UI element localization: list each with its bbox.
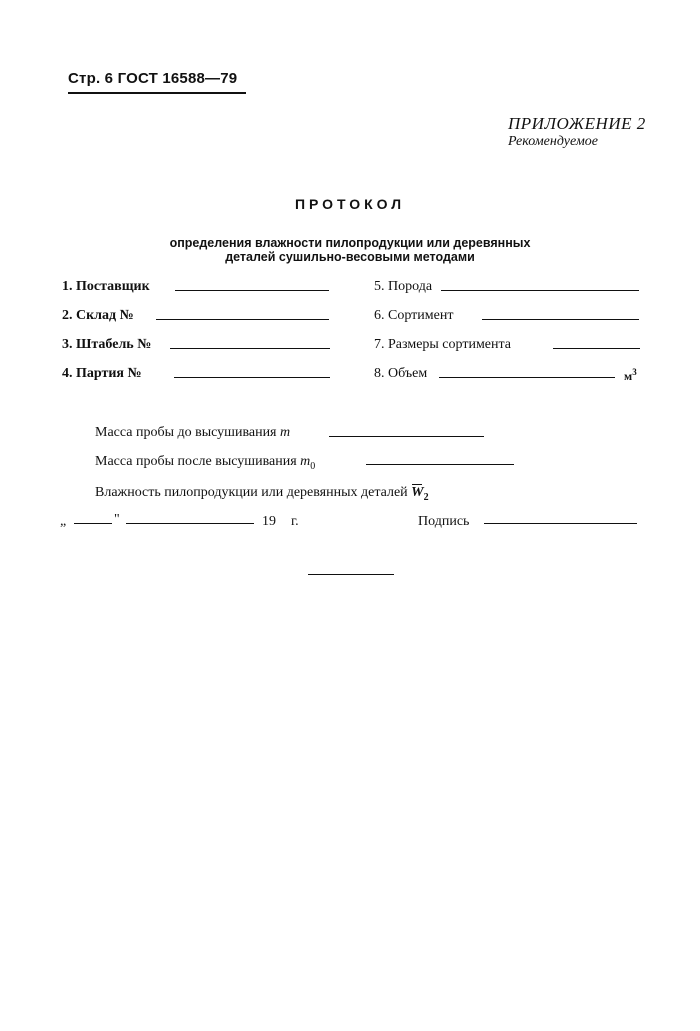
document-code: Стр. 6 ГОСТ 16588—79 (68, 70, 238, 87)
protocol-subtitle-line-2: деталей сушильно-весовыми методами (225, 250, 475, 264)
protocol-subtitle (0, 236, 700, 264)
moisture-subscript: 2 (423, 491, 429, 503)
warehouse-input-line[interactable] (156, 319, 329, 320)
mass-before-row (95, 423, 290, 443)
field-supplier (62, 277, 150, 297)
field-assortment (374, 306, 453, 326)
field-label: Размеры сортимента (388, 337, 512, 352)
field-number: 4. (62, 366, 73, 381)
date-year (262, 512, 299, 532)
volume-unit (624, 367, 637, 384)
field-label: Штабель № (76, 337, 152, 352)
mass-after-subscript: 0 (310, 460, 316, 472)
field-volume (374, 364, 427, 384)
volume-unit-base: м (624, 369, 633, 383)
field-number: 5. (374, 279, 385, 294)
header-underline (68, 92, 246, 94)
field-number: 3. (62, 337, 73, 352)
volume-input-line[interactable] (439, 377, 615, 378)
mass-after-symbol: m (300, 454, 311, 469)
mass-before-symbol: m (280, 425, 291, 440)
species-input-line[interactable] (441, 290, 639, 291)
field-number: 7. (374, 337, 385, 352)
field-label: Порода (388, 279, 433, 294)
date-day-input-line[interactable] (74, 523, 112, 524)
field-label: Объем (388, 366, 428, 381)
mass-before-label: Масса пробы до высушивания (95, 425, 277, 440)
batch-input-line[interactable] (174, 377, 330, 378)
field-label: Поставщик (76, 279, 150, 294)
mass-before-input-line[interactable] (329, 436, 484, 437)
volume-unit-power: 3 (632, 367, 637, 377)
field-number: 6. (374, 308, 385, 323)
mass-after-row (95, 452, 315, 472)
mass-after-input-line[interactable] (366, 464, 514, 465)
moisture-label: Влажность пилопродукции или деревянных деталей (95, 485, 408, 500)
assortment-input-line[interactable] (482, 319, 639, 320)
footer-divider (308, 574, 394, 575)
field-batch (62, 364, 142, 384)
signature-input-line[interactable] (484, 523, 637, 524)
signature-label: Подпись (418, 514, 470, 529)
field-warehouse (62, 306, 134, 326)
appendix-title: ПРИЛОЖЕНИЕ 2 (508, 114, 646, 133)
date-close-quote: " (114, 512, 120, 527)
appendix-subtitle: Рекомендуемое (508, 134, 598, 149)
assortment-size-input-line[interactable] (553, 348, 640, 349)
moisture-symbol: W (411, 483, 423, 503)
field-label: Сортимент (388, 308, 454, 323)
protocol-subtitle-line-1: определения влажности пилопродукции или деревянных (169, 236, 531, 250)
date-month-input-line[interactable] (126, 523, 254, 524)
field-label: Склад № (76, 308, 134, 323)
moisture-row (95, 483, 429, 503)
date-year-suffix: г. (291, 514, 299, 529)
field-wood-species (374, 277, 432, 297)
date-year-prefix: 19 (262, 514, 276, 529)
field-number: 2. (62, 308, 73, 323)
field-stack (62, 335, 151, 355)
mass-after-label: Масса пробы после высушивания (95, 454, 297, 469)
supplier-input-line[interactable] (175, 290, 329, 291)
date-open-quote: „ (60, 514, 67, 529)
field-assortment-size (374, 335, 511, 355)
field-number: 1. (62, 279, 73, 294)
stack-input-line[interactable] (170, 348, 330, 349)
protocol-title: ПРОТОКОЛ (294, 196, 406, 212)
field-number: 8. (374, 366, 385, 381)
field-label: Партия № (76, 366, 142, 381)
